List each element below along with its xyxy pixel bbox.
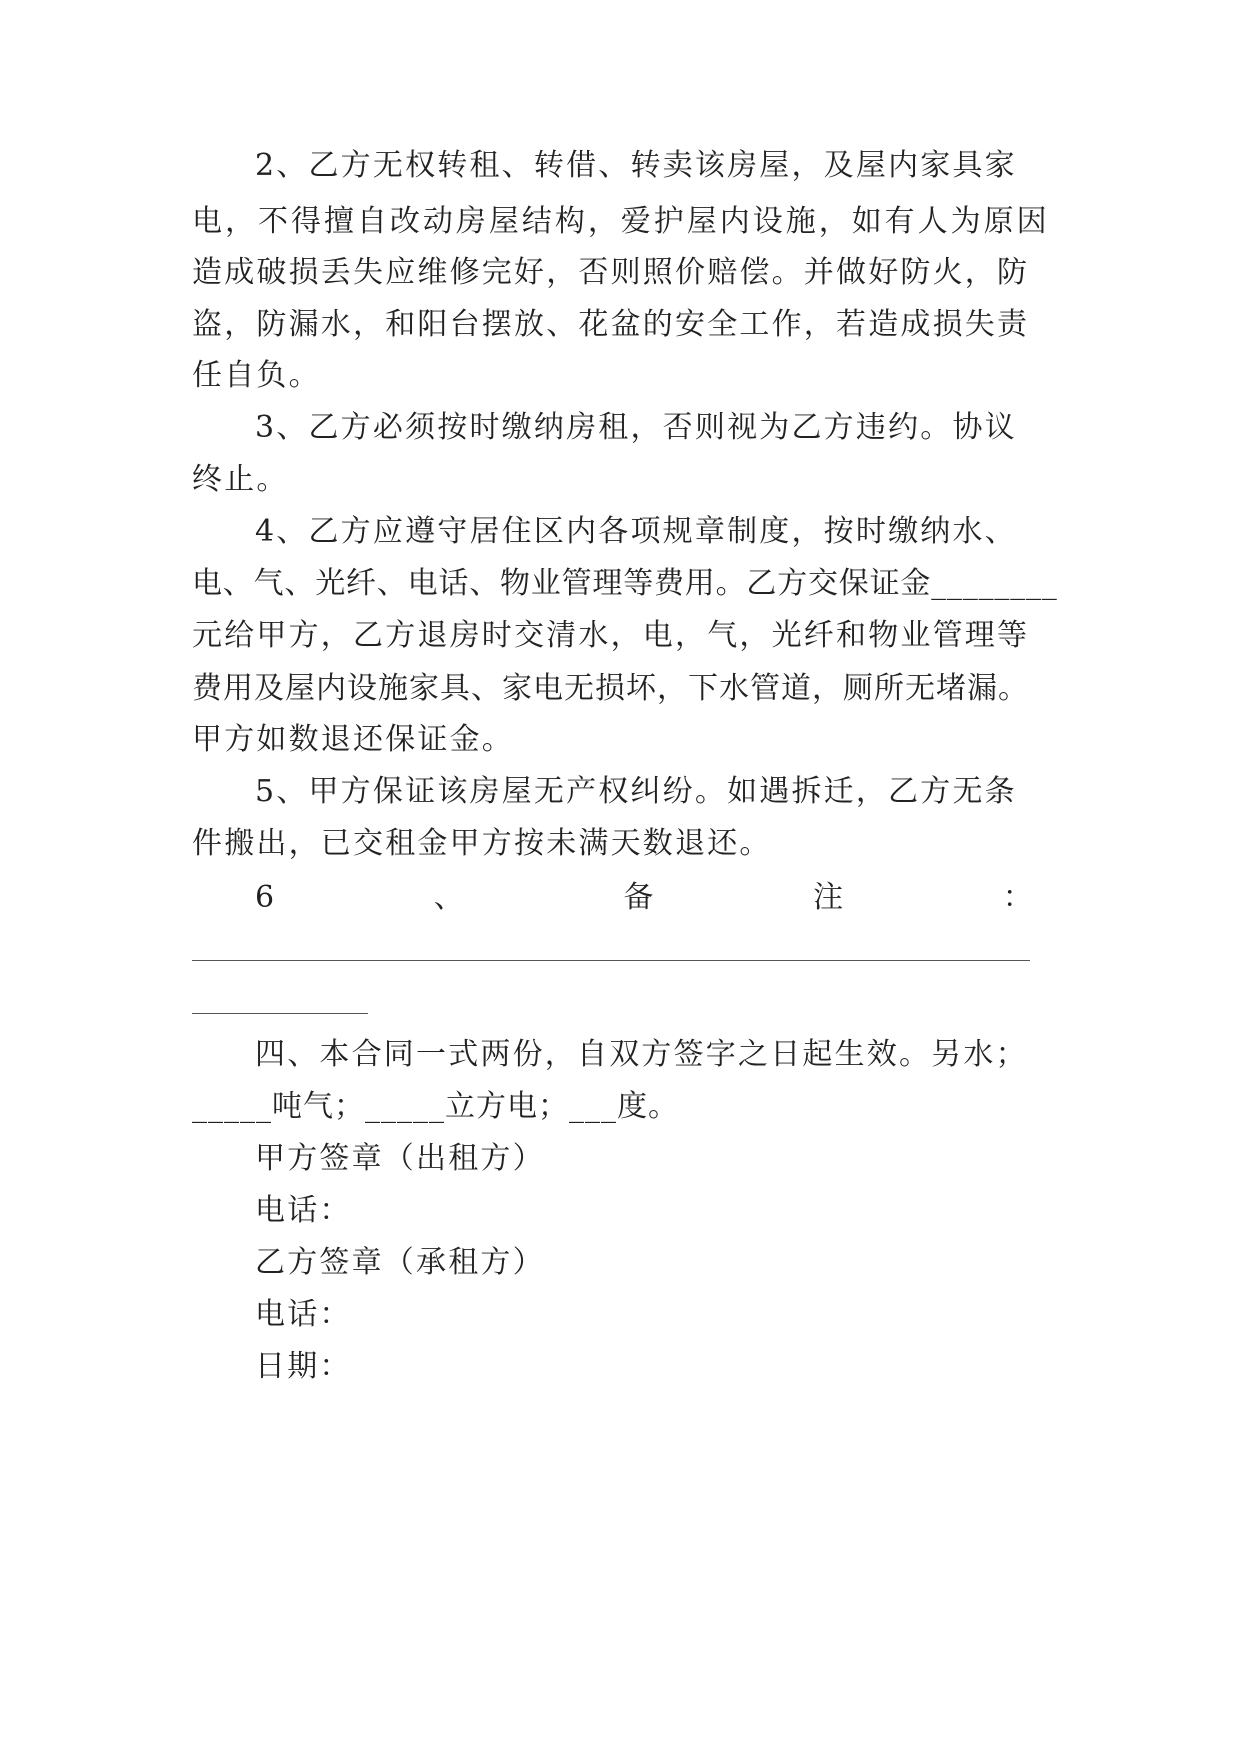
char: 屋 <box>686 204 719 239</box>
clause4-line-3: 元给甲方，乙方退房时交清水，电，气，光纤和物业管理等 <box>192 618 1030 653</box>
char: 得 <box>290 204 324 239</box>
clause-four-line-1: 四、本合同一式两份，自双方签字之日起生效。另水； <box>255 1037 1028 1072</box>
char: 电 <box>192 204 225 239</box>
char: ， <box>224 204 258 239</box>
char: 人 <box>917 204 950 239</box>
clause3-line-2: 终止。 <box>192 462 289 497</box>
party-a-signature: 甲方签章（出租方） <box>255 1141 545 1176</box>
clause-four-line-2: _____吨气；_____立方电；___度。 <box>192 1089 679 1124</box>
remarks-line <box>255 869 1035 927</box>
char: 爱 <box>620 204 653 239</box>
char: 擅 <box>323 204 357 239</box>
char: 构 <box>554 204 588 239</box>
char: ， <box>587 204 621 239</box>
char: 内 <box>719 204 752 239</box>
char: 如 <box>851 204 884 239</box>
char: 护 <box>653 204 686 239</box>
clause4-line-5: 甲方如数退还保证金。 <box>192 722 514 757</box>
clause3-line-1: 3、乙方必须按时缴纳房租，否则视为乙方违约。协议 <box>255 410 1017 445</box>
clause4-line-2: 电、气、光纤、电话、物业管理等费用。乙方交保证金________ <box>192 566 1058 601</box>
char: 原 <box>983 204 1016 239</box>
remarks-char-2: 注 <box>813 880 846 915</box>
remarks-number: 6 <box>255 880 277 915</box>
remarks-separator: 、 <box>433 880 466 915</box>
clause2-line-1: 2、乙方无权转租、转借、转卖该房屋，及屋内家具家 <box>255 148 1017 183</box>
party-a-phone: 电话： <box>255 1193 352 1228</box>
char: 房 <box>455 204 489 239</box>
char: 动 <box>422 204 456 239</box>
char: 改 <box>389 204 423 239</box>
date-field: 日期： <box>255 1349 352 1384</box>
remarks-blank-line-2 <box>192 1013 368 1014</box>
remarks-blank-line-1 <box>192 960 1030 961</box>
clause4-line-4: 费用及屋内设施家具、家电无损坏，下水管道，厕所无堵漏。 <box>192 671 1029 706</box>
char: ， <box>818 204 851 239</box>
char: 为 <box>950 204 983 239</box>
party-b-signature: 乙方签章（承租方） <box>255 1245 545 1280</box>
char: 有 <box>884 204 917 239</box>
clause4-line-1: 4、乙方应遵守居住区内各项规章制度，按时缴纳水、 <box>255 514 1017 549</box>
remarks-colon: ： <box>1002 880 1035 915</box>
char: 自 <box>356 204 390 239</box>
party-b-phone: 电话： <box>255 1297 352 1332</box>
clause2-line-3: 造成破损丢失应维修完好，否则照价赔偿。并做好防火，防 <box>192 255 1030 290</box>
remarks-char-1: 备 <box>623 880 656 915</box>
clause5-line-1: 5、甲方保证该房屋无产权纠纷。如遇拆迁，乙方无条 <box>255 774 1017 809</box>
char: 不 <box>257 204 291 239</box>
char: 设 <box>752 204 785 239</box>
clause5-line-2: 件搬出，已交租金甲方按未满天数退还。 <box>192 826 772 861</box>
char: 施 <box>785 204 818 239</box>
char: 因 <box>1016 204 1049 239</box>
clause2-line-5: 任自负。 <box>192 358 321 393</box>
char: 结 <box>521 204 555 239</box>
clause2-line-4: 盗，防漏水，和阳台摆放、花盆的安全工作，若造成损失责 <box>192 307 1030 342</box>
char: 屋 <box>488 204 522 239</box>
clause2-line-2 <box>192 193 1049 251</box>
